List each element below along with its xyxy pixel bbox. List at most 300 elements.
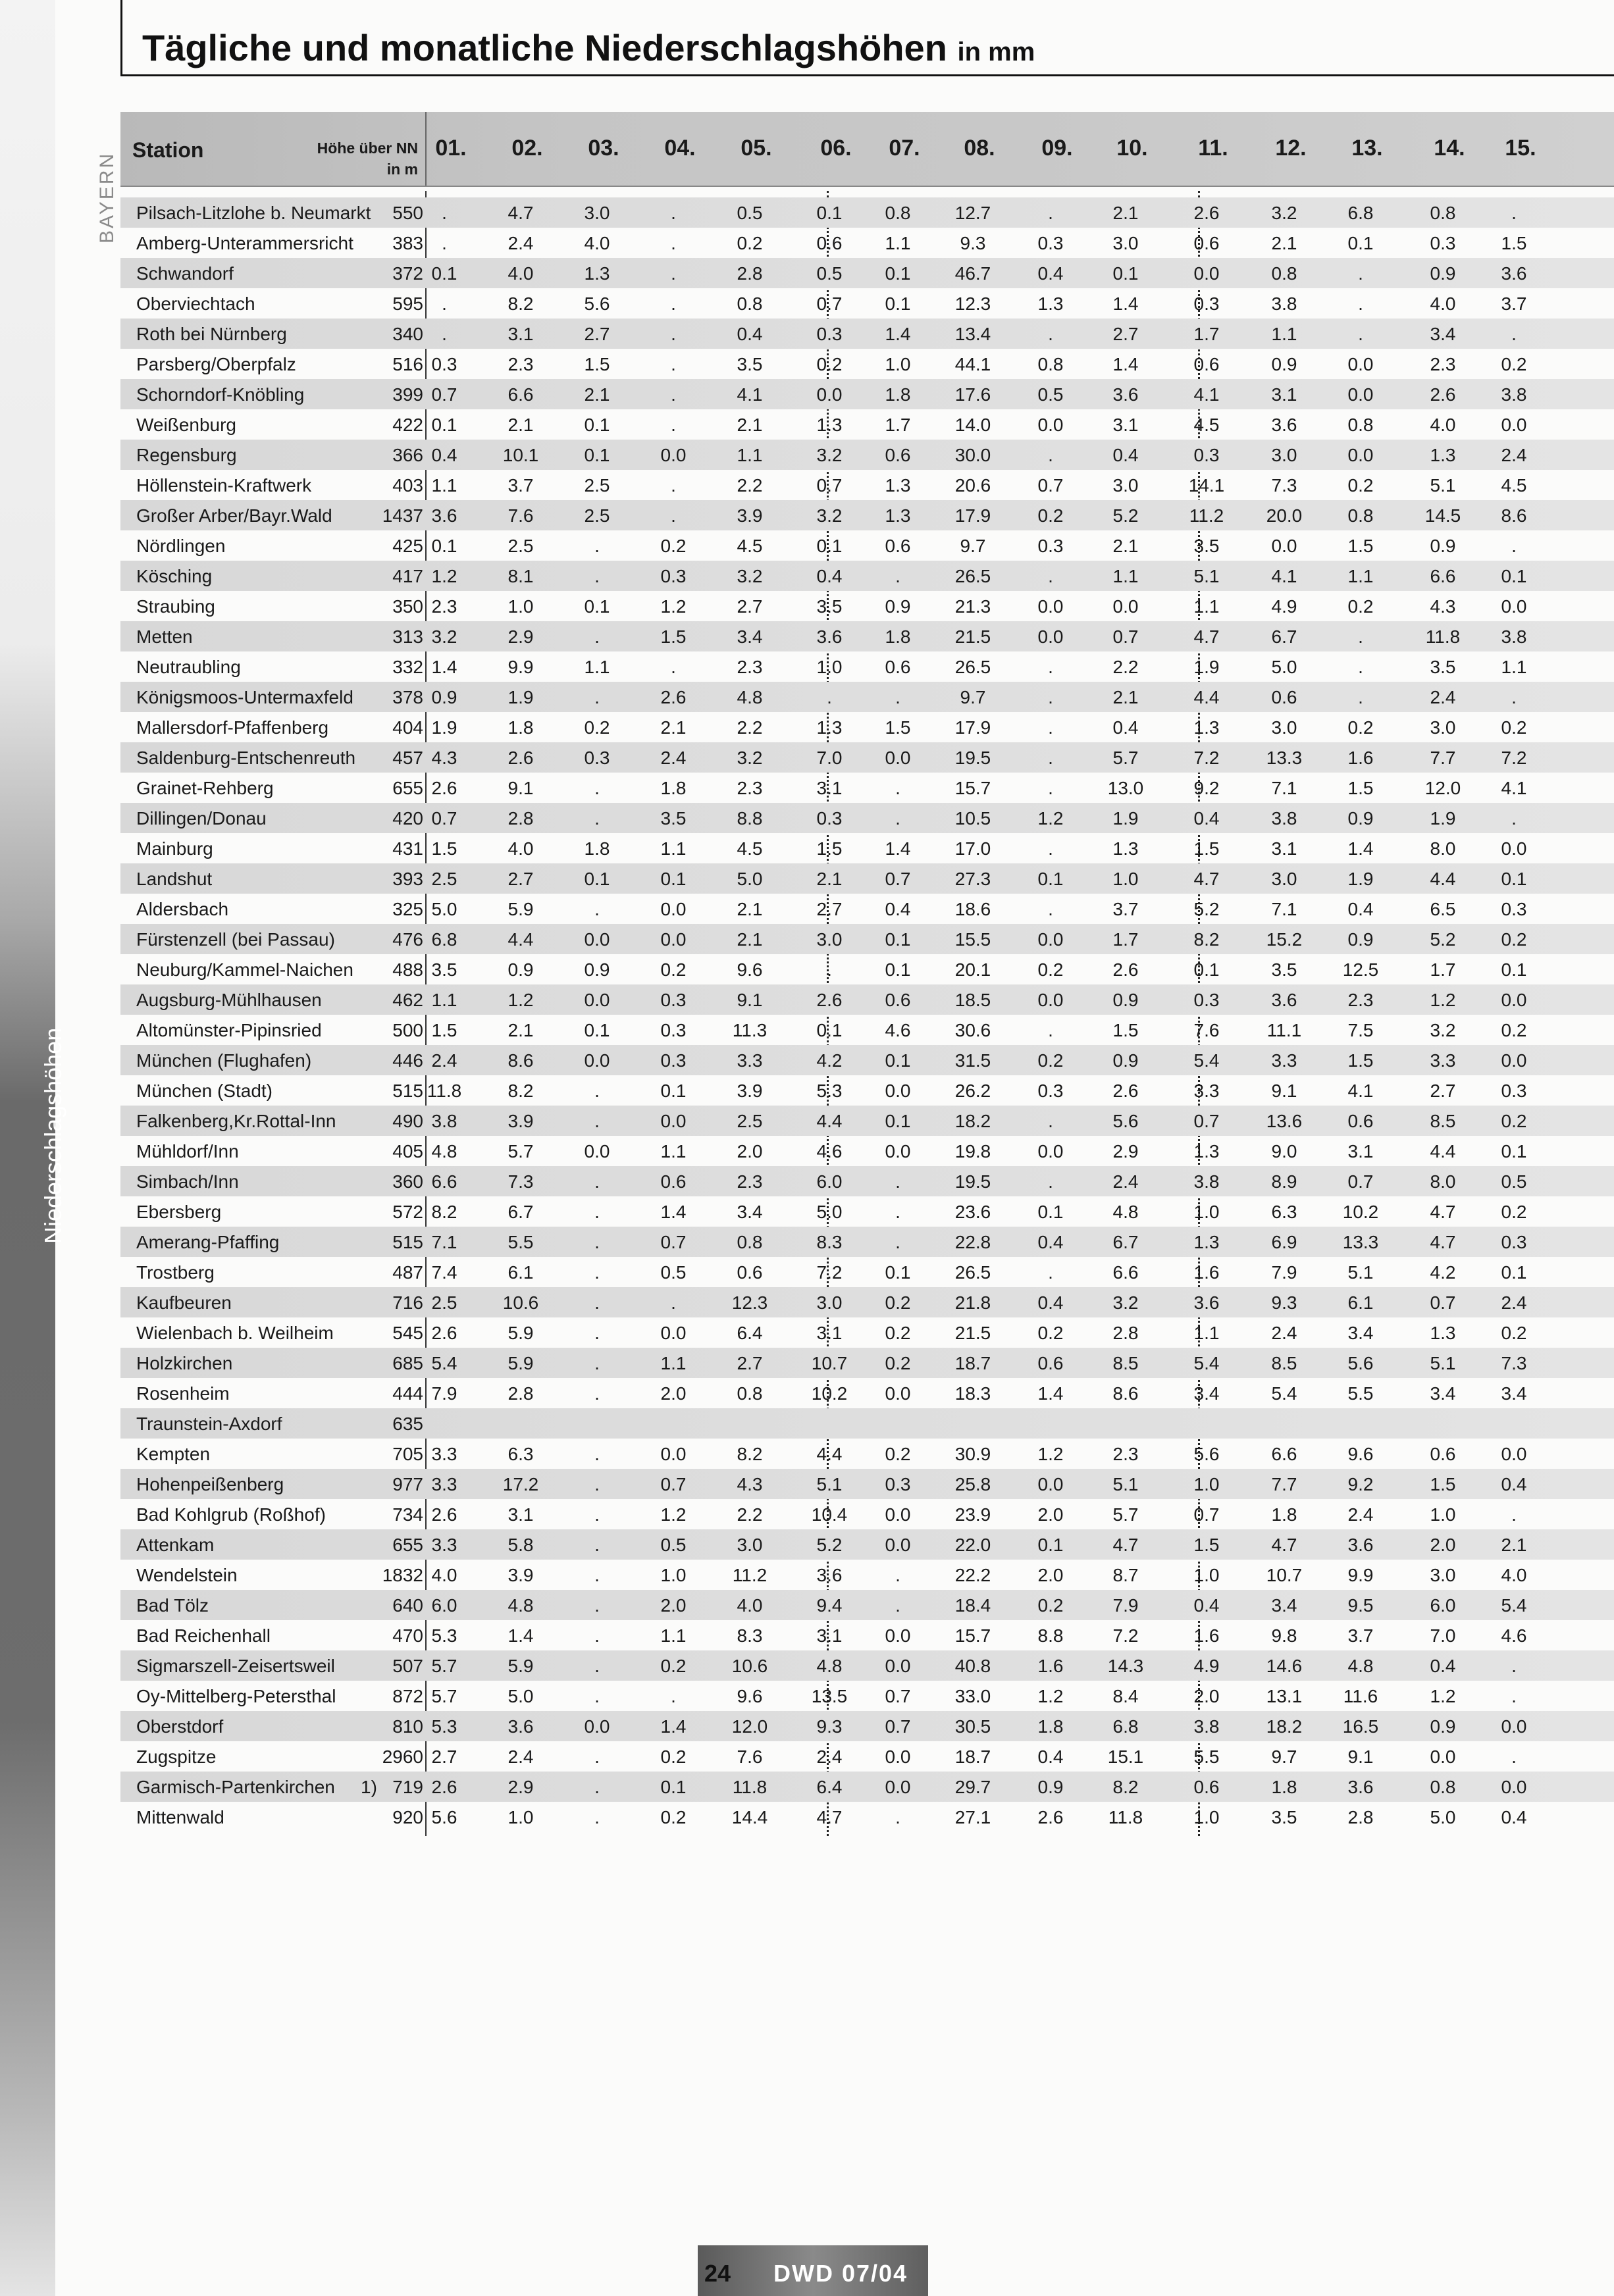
precip-value: 2.3 — [431, 596, 457, 617]
precip-value: 21.5 — [954, 626, 991, 647]
table-row — [120, 440, 1614, 470]
station-name: Nördlingen — [136, 536, 226, 556]
precip-value: 0.3 — [1037, 1081, 1064, 1101]
precip-value: 1.0 — [660, 1565, 687, 1585]
precip-value: 0.9 — [1271, 354, 1297, 374]
precip-value: 0.1 — [885, 263, 911, 284]
station-name: Rosenheim — [136, 1383, 230, 1404]
station-height: 1832 — [382, 1565, 423, 1585]
footer — [698, 2245, 928, 2296]
precip-value: 5.2 — [1430, 929, 1456, 950]
station-height: 420 — [392, 808, 423, 829]
precip-value: 0.1 — [584, 445, 610, 465]
precip-value: 0.0 — [1501, 1777, 1527, 1797]
precip-value: 0.1 — [1501, 869, 1527, 889]
precip-value: 0.9 — [885, 596, 911, 617]
station-name: Kempten — [136, 1444, 211, 1464]
precip-value: . — [442, 293, 447, 314]
precip-value: 2.7 — [508, 869, 534, 889]
precip-value: 3.9 — [508, 1565, 534, 1585]
station-height: 977 — [392, 1474, 423, 1494]
station-height: 685 — [392, 1353, 423, 1373]
precip-value: 0.0 — [1193, 263, 1220, 284]
precip-value: 0.0 — [660, 929, 687, 950]
precip-value: 10.6 — [502, 1292, 539, 1313]
precip-value: 2.6 — [431, 1504, 457, 1525]
precip-value: 2.1 — [1112, 203, 1139, 223]
precip-value: 9.3 — [960, 233, 986, 253]
table-row — [120, 1075, 1614, 1106]
precip-value: 0.2 — [584, 717, 610, 738]
precip-value: 1.9 — [431, 717, 457, 738]
precip-value: 1.0 — [1112, 869, 1139, 889]
table-row — [120, 924, 1614, 954]
table-row — [120, 1317, 1614, 1348]
precip-value: 1.2 — [660, 1504, 687, 1525]
station-name: Altomünster-Pipinsried — [136, 1020, 322, 1040]
precip-value: 2.6 — [1112, 1081, 1139, 1101]
precip-value: . — [1511, 1747, 1517, 1767]
precip-value: 1.4 — [1112, 293, 1139, 314]
precip-value: 0.5 — [816, 263, 843, 284]
station-name: Schwandorf — [136, 263, 234, 284]
precip-value: 0.1 — [816, 203, 843, 223]
header-day: 08. — [964, 136, 995, 161]
precip-value: 2.0 — [1037, 1565, 1064, 1585]
precip-value: 1.3 — [816, 717, 843, 738]
precip-value: 4.1 — [1271, 566, 1297, 586]
precip-value: 0.4 — [816, 566, 843, 586]
precip-value: 4.7 — [816, 1807, 843, 1827]
table-row — [120, 954, 1614, 984]
precip-value: 1.6 — [1347, 748, 1374, 768]
precip-value: 0.3 — [816, 808, 843, 829]
precip-value: . — [671, 505, 676, 526]
precip-value: 4.3 — [431, 748, 457, 768]
precip-value: . — [895, 1232, 900, 1252]
precip-value: 7.2 — [1193, 748, 1220, 768]
precip-value: 0.0 — [885, 1656, 911, 1676]
precip-value: 2.3 — [1112, 1444, 1139, 1464]
precip-value: 1.4 — [660, 1716, 687, 1737]
precip-value: 4.1 — [1193, 384, 1220, 405]
precip-value: 0.3 — [1501, 899, 1527, 919]
precip-value: 0.1 — [584, 869, 610, 889]
precip-value: 6.6 — [431, 1171, 457, 1192]
precip-value: . — [594, 1444, 600, 1464]
precip-value: . — [594, 899, 600, 919]
precip-value: 8.0 — [1430, 838, 1456, 859]
precip-value: 2.4 — [508, 233, 534, 253]
precip-value: 2.2 — [737, 1504, 763, 1525]
precip-value: 5.1 — [1112, 1474, 1139, 1494]
precip-value: 5.1 — [1430, 475, 1456, 496]
precip-value: 1.0 — [508, 596, 534, 617]
station-name: Metten — [136, 626, 193, 647]
precip-value: 0.0 — [1037, 415, 1064, 435]
precip-value: 0.8 — [1347, 415, 1374, 435]
precip-value: 3.6 — [1193, 1292, 1220, 1313]
station-height: 595 — [392, 293, 423, 314]
table-row — [120, 1196, 1614, 1227]
table-row — [120, 1227, 1614, 1257]
precip-value: 0.0 — [584, 1050, 610, 1071]
precip-value: 2.6 — [1112, 959, 1139, 980]
station-height: 640 — [392, 1595, 423, 1616]
precip-value: 0.0 — [1037, 1474, 1064, 1494]
precip-value: 0.7 — [885, 1686, 911, 1706]
precip-value: 2.7 — [1112, 324, 1139, 344]
station-name: Trostberg — [136, 1262, 215, 1283]
precip-value: 4.1 — [1347, 1081, 1374, 1101]
precip-value: 4.9 — [1193, 1656, 1220, 1676]
precip-value: 1.4 — [508, 1625, 534, 1646]
precip-value: . — [895, 808, 900, 829]
precip-value: 3.6 — [1501, 263, 1527, 284]
precip-value: 7.9 — [1112, 1595, 1139, 1616]
precip-value: 6.6 — [1430, 566, 1456, 586]
precip-value: . — [442, 324, 447, 344]
precip-value: 0.9 — [431, 687, 457, 707]
precip-value: 0.2 — [1347, 717, 1374, 738]
precip-value: 0.0 — [885, 748, 911, 768]
precip-value: 1.3 — [1193, 1141, 1220, 1161]
precip-value: 1.8 — [885, 626, 911, 647]
precip-value: 14.1 — [1188, 475, 1225, 496]
precip-value: 5.4 — [1271, 1383, 1297, 1404]
precip-value: 3.6 — [1271, 990, 1297, 1010]
precip-value: 4.4 — [816, 1444, 843, 1464]
precip-value: 0.7 — [816, 475, 843, 496]
precip-value: 3.6 — [816, 626, 843, 647]
precip-value: 9.3 — [816, 1716, 843, 1737]
precip-value: 9.1 — [1271, 1081, 1297, 1101]
precip-value: 1.0 — [1193, 1565, 1220, 1585]
precip-value: 8.2 — [737, 1444, 763, 1464]
precip-value: . — [895, 566, 900, 586]
precip-value: 9.2 — [1347, 1474, 1374, 1494]
precip-value: 2.6 — [1037, 1807, 1064, 1827]
header-station: Station — [132, 138, 204, 162]
station-height: 810 — [392, 1716, 423, 1737]
table-row — [120, 803, 1614, 833]
table-row — [120, 228, 1614, 258]
station-name: Augsburg-Mühlhausen — [136, 990, 322, 1010]
precip-value: 0.3 — [660, 566, 687, 586]
page-title — [142, 26, 1035, 69]
station-name: Landshut — [136, 869, 213, 889]
precip-value: 7.7 — [1271, 1474, 1297, 1494]
precip-value: 1.0 — [508, 1807, 534, 1827]
precip-value: 0.7 — [431, 384, 457, 405]
precip-value: 26.5 — [954, 566, 991, 586]
precip-value: 1.8 — [1271, 1504, 1297, 1525]
precip-value: 0.3 — [584, 748, 610, 768]
precip-value: . — [594, 566, 600, 586]
table-row — [120, 591, 1614, 621]
station-name: Amerang-Pfaffing — [136, 1232, 280, 1252]
precip-value: 0.9 — [1037, 1777, 1064, 1797]
precip-value: 2.1 — [1271, 233, 1297, 253]
table-row — [120, 712, 1614, 742]
precip-value: 0.0 — [816, 384, 843, 405]
precip-value: 5.9 — [508, 1656, 534, 1676]
precip-value: . — [594, 626, 600, 647]
station-height: 655 — [392, 1535, 423, 1555]
precip-value: 0.5 — [737, 203, 763, 223]
precip-value: 11.1 — [1266, 1020, 1302, 1040]
precip-value: 2.1 — [737, 415, 763, 435]
table-row — [120, 349, 1614, 379]
precip-value: 4.7 — [1430, 1202, 1456, 1222]
precip-value: 0.0 — [660, 445, 687, 465]
precip-value: 5.5 — [508, 1232, 534, 1252]
precip-value: 1.4 — [1112, 354, 1139, 374]
precip-value: 0.8 — [1430, 203, 1456, 223]
precip-value: 0.0 — [1501, 415, 1527, 435]
station-height: 734 — [392, 1504, 423, 1525]
precip-value: 2.5 — [508, 536, 534, 556]
precip-value: 3.5 — [816, 596, 843, 617]
precip-value: 0.4 — [1347, 899, 1374, 919]
precip-value: 6.3 — [1271, 1202, 1297, 1222]
precip-value: 7.2 — [1501, 748, 1527, 768]
precip-value: . — [671, 293, 676, 314]
precip-value: 4.6 — [816, 1141, 843, 1161]
precip-value: . — [594, 1807, 600, 1827]
precip-value: 0.1 — [1112, 263, 1139, 284]
precip-value: 3.1 — [1112, 415, 1139, 435]
precip-value: 6.6 — [1271, 1444, 1297, 1464]
station-height: 403 — [392, 475, 423, 496]
precip-value: 3.0 — [584, 203, 610, 223]
precip-value: 1.3 — [1037, 293, 1064, 314]
precip-value: 1.6 — [1037, 1656, 1064, 1676]
precip-value: 0.0 — [1271, 536, 1297, 556]
precip-value: 2.4 — [1347, 1504, 1374, 1525]
precip-value: 2.7 — [431, 1747, 457, 1767]
station-name: Bad Tölz — [136, 1595, 209, 1616]
precip-value: 4.8 — [816, 1656, 843, 1676]
station-name: Wendelstein — [136, 1565, 238, 1585]
precip-value: 3.0 — [1112, 233, 1139, 253]
precip-value: 1.3 — [1112, 838, 1139, 859]
table-row — [120, 1711, 1614, 1741]
precip-value: 2.3 — [737, 778, 763, 798]
station-name: Mühldorf/Inn — [136, 1141, 239, 1161]
precip-value: 0.8 — [885, 203, 911, 223]
precip-value: 0.4 — [737, 324, 763, 344]
table-row — [120, 773, 1614, 803]
precip-value: 3.5 — [1430, 657, 1456, 677]
table-row — [120, 1166, 1614, 1196]
station-name: Garmisch-Partenkirchen — [136, 1777, 335, 1797]
station-footnote: 1) — [361, 1777, 377, 1797]
precip-value: . — [594, 778, 600, 798]
region-label: BAYERN — [96, 151, 118, 243]
precip-value: 3.2 — [1112, 1292, 1139, 1313]
precip-value: 0.4 — [431, 445, 457, 465]
station-height: 572 — [392, 1202, 423, 1222]
precip-value: 9.2 — [1193, 778, 1220, 798]
precip-value: 6.4 — [816, 1777, 843, 1797]
precip-value: . — [1048, 1020, 1053, 1040]
station-name: Bad Reichenhall — [136, 1625, 271, 1646]
precip-value: . — [594, 1323, 600, 1343]
precip-value: 8.5 — [1271, 1353, 1297, 1373]
precip-value: 20.6 — [954, 475, 991, 496]
precip-value: 0.2 — [1501, 1323, 1527, 1343]
precip-value: 17.9 — [954, 505, 991, 526]
precip-value: 0.1 — [885, 929, 911, 950]
precip-value: 8.6 — [1501, 505, 1527, 526]
precip-value: 18.2 — [1266, 1716, 1303, 1737]
precip-value: . — [1358, 626, 1363, 647]
precip-value: . — [594, 1777, 600, 1797]
precip-value: 1.2 — [508, 990, 534, 1010]
precip-value: 8.2 — [508, 1081, 534, 1101]
precip-value: 14.6 — [1266, 1656, 1303, 1676]
precip-value: . — [1048, 1111, 1053, 1131]
header-day: 06. — [820, 136, 852, 161]
precip-value: 6.9 — [1271, 1232, 1297, 1252]
precip-value: 2.1 — [1501, 1535, 1527, 1555]
station-height: 476 — [392, 929, 423, 950]
precip-value: . — [671, 324, 676, 344]
precip-value: 0.8 — [1430, 1777, 1456, 1797]
precip-value: 0.5 — [1037, 384, 1064, 405]
table-row — [120, 258, 1614, 288]
precip-value: 5.1 — [1193, 566, 1220, 586]
precip-value: 0.2 — [737, 233, 763, 253]
precip-value: . — [594, 1262, 600, 1283]
precip-value: 6.5 — [1430, 899, 1456, 919]
precip-value: 5.1 — [816, 1474, 843, 1494]
station-height: 417 — [392, 566, 423, 586]
precip-value: . — [594, 1081, 600, 1101]
precip-value: 15.5 — [954, 929, 991, 950]
precip-value: 0.8 — [1037, 354, 1064, 374]
precip-value: 18.4 — [954, 1595, 991, 1616]
precip-value: 2.3 — [737, 657, 763, 677]
precip-value: 9.1 — [737, 990, 763, 1010]
station-name: München (Stadt) — [136, 1081, 273, 1101]
precip-value: 0.7 — [885, 869, 911, 889]
precip-value: 3.7 — [1112, 899, 1139, 919]
precip-value: 6.8 — [1112, 1716, 1139, 1737]
precip-value: . — [442, 203, 447, 223]
precip-value: 4.7 — [1193, 626, 1220, 647]
precip-value: 9.1 — [1347, 1747, 1374, 1767]
precip-value: 10.2 — [811, 1383, 848, 1404]
precip-value: 0.3 — [660, 1020, 687, 1040]
station-name: Roth bei Nürnberg — [136, 324, 287, 344]
precip-value: 3.1 — [816, 1625, 843, 1646]
precip-value: . — [1048, 445, 1053, 465]
precip-value: 2.0 — [1193, 1686, 1220, 1706]
precip-value: 0.0 — [885, 1535, 911, 1555]
precip-value: 4.2 — [816, 1050, 843, 1071]
precip-value: 6.1 — [1347, 1292, 1374, 1313]
precip-value: 3.2 — [737, 748, 763, 768]
precip-value: 22.8 — [954, 1232, 991, 1252]
precip-value: 5.7 — [1112, 748, 1139, 768]
precip-value: 7.0 — [816, 748, 843, 768]
precip-value: 0.0 — [1501, 1716, 1527, 1737]
station-height: 457 — [392, 748, 423, 768]
header-day: 09. — [1041, 136, 1073, 161]
table-row — [120, 682, 1614, 712]
precip-value: 0.2 — [885, 1292, 911, 1313]
precip-value: 2.6 — [1193, 203, 1220, 223]
precip-value: 7.3 — [1271, 475, 1297, 496]
precip-value: 9.9 — [508, 657, 534, 677]
precip-value: 4.0 — [431, 1565, 457, 1585]
precip-value: 12.0 — [731, 1716, 768, 1737]
station-height: 444 — [392, 1383, 423, 1404]
precip-value: 3.6 — [1347, 1535, 1374, 1555]
precip-value: 3.4 — [1430, 324, 1456, 344]
precip-value: 3.1 — [1271, 838, 1297, 859]
station-name: Neutraubling — [136, 657, 241, 677]
precip-value: 3.1 — [508, 1504, 534, 1525]
precip-value: . — [895, 1595, 900, 1616]
station-height: 507 — [392, 1656, 423, 1676]
precip-value: 0.0 — [660, 1111, 687, 1131]
precip-value: 0.2 — [885, 1323, 911, 1343]
table-row — [120, 621, 1614, 651]
precip-value: 4.5 — [737, 838, 763, 859]
precip-value: 1.3 — [584, 263, 610, 284]
precip-value: . — [895, 1565, 900, 1585]
station-name: Neuburg/Kammel-Naichen — [136, 959, 353, 980]
precip-value: 0.6 — [737, 1262, 763, 1283]
precip-value: 3.3 — [737, 1050, 763, 1071]
precip-value: 1.5 — [584, 354, 610, 374]
precip-value: 8.2 — [1193, 929, 1220, 950]
precip-value: 3.4 — [737, 626, 763, 647]
precip-value: . — [594, 1625, 600, 1646]
precip-value: 1.4 — [885, 324, 911, 344]
precip-value: 7.1 — [1271, 899, 1297, 919]
station-height: 325 — [392, 899, 423, 919]
precip-value: 2.1 — [508, 415, 534, 435]
precip-value: 0.2 — [660, 959, 687, 980]
precip-value: 4.0 — [508, 263, 534, 284]
precip-value: 2.5 — [431, 869, 457, 889]
precip-value: 0.0 — [1347, 445, 1374, 465]
precip-value: 2.8 — [737, 263, 763, 284]
data-table — [120, 197, 1614, 1832]
precip-value: 18.5 — [954, 990, 991, 1010]
precip-value: 19.8 — [954, 1141, 991, 1161]
precip-value: 5.0 — [737, 869, 763, 889]
precip-value: 0.1 — [885, 1262, 911, 1283]
precip-value: 5.3 — [431, 1625, 457, 1646]
table-row — [120, 1106, 1614, 1136]
precip-value: 2.6 — [1430, 384, 1456, 405]
precip-value: 1.5 — [1347, 778, 1374, 798]
precip-value: 5.4 — [1501, 1595, 1527, 1616]
station-name: Oberviechtach — [136, 293, 255, 314]
station-name: Grainet-Rehberg — [136, 778, 274, 798]
precip-value: 3.5 — [1193, 536, 1220, 556]
table-row — [120, 1772, 1614, 1802]
precip-value: 0.1 — [816, 536, 843, 556]
precip-value: 0.4 — [1112, 717, 1139, 738]
precip-value: 2.4 — [660, 748, 687, 768]
precip-value: 8.6 — [508, 1050, 534, 1071]
